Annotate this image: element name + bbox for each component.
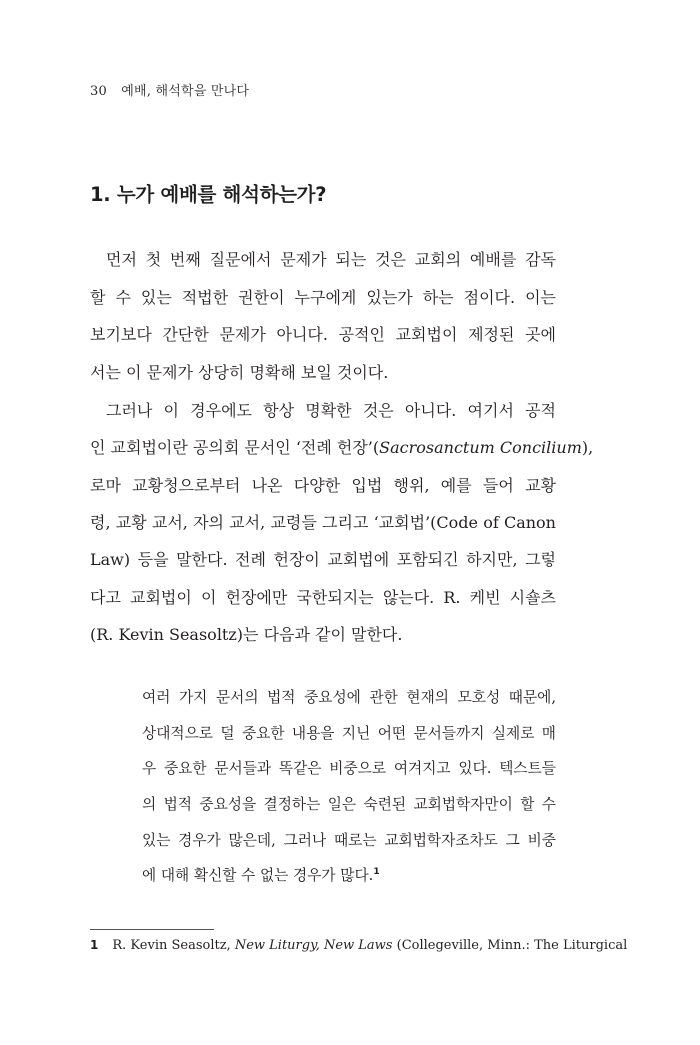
page-number: 30 (90, 84, 107, 99)
footnote-reference[interactable]: 1 (373, 867, 380, 877)
quote-line: 있는 경우가 많은데, 그러나 때로는 교회법학자조차도 그 비중 (142, 832, 556, 849)
footnote-author: R. Kevin Seasoltz, (112, 938, 235, 953)
footnote (90, 938, 628, 953)
section-title: 1. 누가 예배를 해석하는가? (90, 183, 327, 206)
text-run: 에 대해 확신할 수 없는 경우가 많다. (142, 867, 374, 884)
paragraph-line: 로마 교황청으로부터 나온 다양한 입법 행위, 예를 들어 교황 (90, 476, 556, 495)
paragraph-line (90, 435, 594, 458)
paragraph-line: (R. Kevin Seasoltz)는 다음과 같이 말한다. (90, 625, 403, 644)
quote-line: 의 법적 중요성을 결정하는 일은 숙련된 교회법학자만이 할 수 (142, 796, 556, 813)
paragraph-line: 령, 교황 교서, 자의 교서, 교령들 그리고 ‘교회법’(Code of Canon (90, 513, 556, 532)
paragraph-line: 그러나 이 경우에도 항상 명확한 것은 아니다. 여기서 공적 (106, 401, 556, 420)
running-head (90, 80, 249, 99)
footnote-publication: (Collegeville, Minn.: The Liturgical (392, 938, 628, 953)
quote-line: 우 중요한 문서들과 똑같은 비중으로 여겨지고 있다. 텍스트들 (142, 760, 556, 777)
paragraph-line: 서는 이 문제가 상당히 명확해 보일 것이다. (90, 363, 389, 382)
footnote-divider (90, 929, 214, 930)
text-run: ), (581, 438, 594, 457)
text-run: 인 교회법이란 공의회 문서인 ‘전례 헌장’( (90, 438, 380, 457)
paragraph-line: 먼저 첫 번째 질문에서 문제가 되는 것은 교회의 예배를 감독 (106, 250, 556, 269)
quote-line (142, 864, 556, 885)
quote-line: 상대적으로 덜 중요한 내용을 지닌 어떤 문서들까지 실제로 매 (142, 725, 556, 742)
footnote-number: 1 (90, 938, 99, 952)
paragraph-line: 다고 교회법이 이 헌장에만 국한되지는 않는다. R. 케빈 시숄츠 (90, 588, 556, 607)
italic-title: Sacrosanctum Concilium (379, 438, 582, 457)
footnote-book-title: New Liturgy, New Laws (234, 938, 393, 953)
paragraph-line: Law) 등을 말한다. 전례 헌장이 교회법에 포함되긴 하지만, 그렇 (90, 550, 556, 569)
paragraph-line: 할 수 있는 적법한 권한이 누구에게 있는가 하는 점이다. 이는 (90, 288, 556, 307)
paragraph-line: 보기보다 간단한 문제가 아니다. 공적인 교회법이 제정된 곳에 (90, 325, 556, 344)
quote-line: 여러 가지 문서의 법적 중요성에 관한 현재의 모호성 때문에, (142, 689, 556, 706)
book-title: 예배, 해석학을 만나다 (121, 84, 250, 99)
